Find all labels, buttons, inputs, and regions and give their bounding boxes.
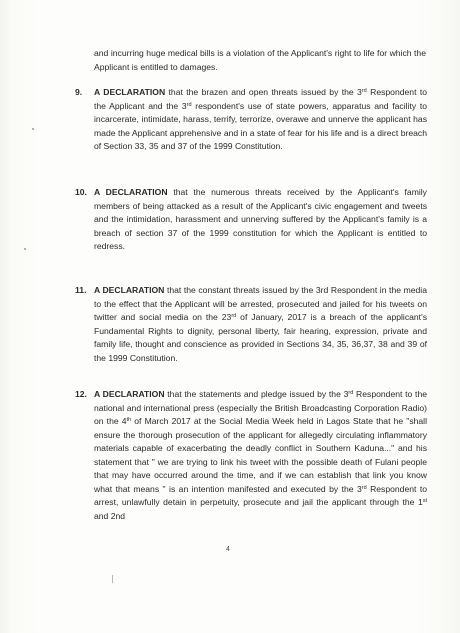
item-text: A DECLARATION that the constant threats issued by the 3rd Respondent in the media to the effect that the Applicant will be arrested, prosecuted and jailed for his tweets on twitter and social media on the 23rd of January, 2017 is a breach of the applicant's Fundamental Rights to dignity, personal liberty, fair hearing, expression, private and family life, thought and conscience as provided in Sections 34, 35, 36,37, 38 and 39 of the 1999 Constitution. bbox=[94, 285, 428, 363]
item-number: 11. bbox=[75, 285, 87, 295]
item-number: 9. bbox=[75, 87, 83, 97]
scan-speck bbox=[24, 248, 26, 250]
item-number: 12. bbox=[75, 389, 87, 399]
scan-mark bbox=[112, 575, 113, 583]
page-number: 4 bbox=[226, 546, 230, 553]
declaration-item-10 bbox=[75, 186, 427, 254]
declaration-item-11 bbox=[75, 284, 427, 365]
item-heading: A DECLARATION bbox=[94, 87, 166, 97]
declaration-item-9 bbox=[75, 86, 427, 154]
item-heading: A DECLARATION bbox=[94, 187, 168, 197]
item-number: 10. bbox=[75, 187, 87, 197]
item-text: A DECLARATION that the statements and pledge issued by the 3rd Respondent to the national and international press (especially the British Broadcasting Corporation Radio) on the 4th of March 2017 at the Social Media Week held in Lagos State that he "shall ensure the thorough prosecution of the applicant for allegedly circulating inflammatory materials capable of exacerbating the deadly conflict in Southern Kaduna..." and his statement that " we are trying to link his tweet with the possible death of Fulani people that may have occurred around the time, and if we can establish that link you know what that means " is an intention manifested and executed by the 3rd Respondent to arrest, unlawfully detain in perpetuity, prosecute and jail the applicant through the 1st and 2nd bbox=[94, 389, 428, 521]
item-text: A DECLARATION that the brazen and open threats issued by the 3rd Respondent to the Applicant and the 3rd respondent's use of state powers, apparatus and facility to incarcerate, intimidate, harass, terrify, terrorize, overawe and unnerve the applicant has made the Applicant apprehensive and in a state of fear for his life and is a direct breach of Section 33, 35 and 37 of the 1999 Constitution. bbox=[94, 87, 427, 151]
item-heading: A DECLARATION bbox=[94, 285, 165, 295]
item-heading: A DECLARATION bbox=[94, 389, 165, 399]
lead-paragraph: and incurring huge medical bills is a violation of the Applicant's right to life for which the Applicant is entitled to damages. bbox=[94, 48, 426, 72]
declaration-item-12 bbox=[75, 388, 427, 523]
item-text: A DECLARATION that the numerous threats received by the Applicant's family members of being attacked as a result of the Applicant's civic engagement and tweets and the intimidation, harassment and unnerving suffered by the Applicant's family is a breach of section 37 of the 1999 constitution for which the Applicant is entitled to redress. bbox=[94, 187, 427, 251]
scan-speck bbox=[32, 128, 34, 130]
